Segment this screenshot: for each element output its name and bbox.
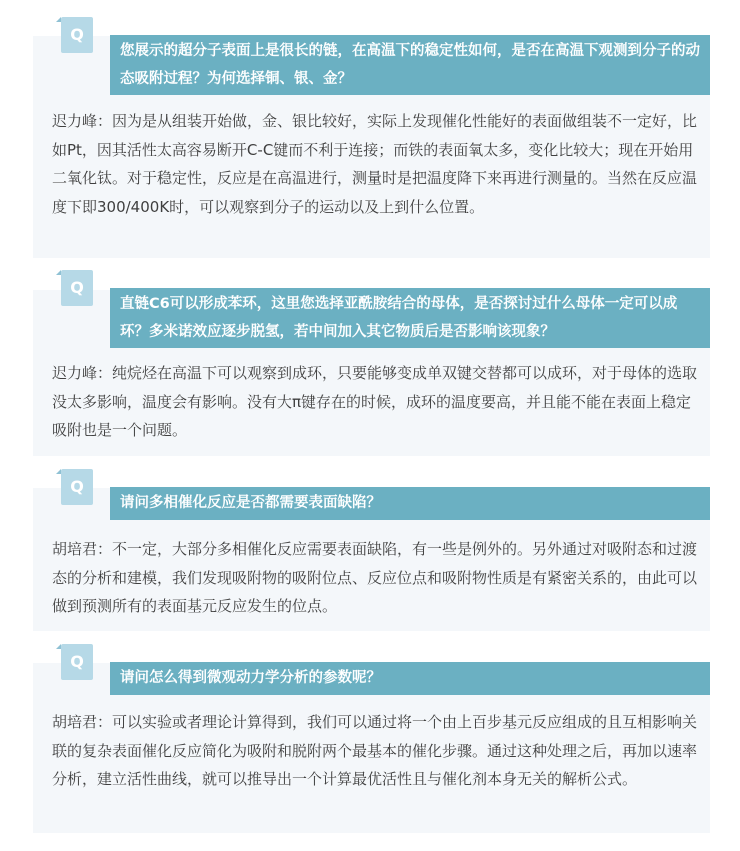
q-badge-4 <box>61 644 93 680</box>
question-text-1: 您展示的超分子表面上是很长的链，在高温下的稳定性如何，是否在高温下观测到分子的动态吸附过程？为何选择铜、银、金？ <box>120 43 700 87</box>
q-icon: Q <box>70 25 84 44</box>
q-icon: Q <box>70 652 84 671</box>
question-2 <box>110 288 710 348</box>
question-4 <box>110 662 710 695</box>
q-icon: Q <box>70 477 84 496</box>
answer-3: 胡培君：不一定，大部分多相催化反应需要表面缺陷，有一些是例外的。另外通过对吸附态和过渡态的分析和建模，我们发现吸附物的吸附位点、反应位点和吸附物性质是有紧密关系的，由此可以做到预测所有的表面基元反应发生的位点。 <box>52 540 698 615</box>
question-3 <box>110 487 710 520</box>
q-icon: Q <box>70 278 84 297</box>
question-text-4: 请问怎么得到微观动力学分析的参数呢？ <box>120 670 381 686</box>
answer-2: 迟力峰：纯烷烃在高温下可以观察到成环，只要能够变成单双键交替都可以成环，对于母体的选取没太多影响，温度会有影响。没有大π键存在的时候，成环的温度要高，并且能不能在表面上稳定吸附也是一个问题。 <box>52 364 698 439</box>
question-1 <box>110 35 710 95</box>
q-badge-3 <box>61 469 93 505</box>
question-text-3: 请问多相催化反应是否都需要表面缺陷？ <box>120 495 381 511</box>
answer-1: 迟力峰：因为是从组装开始做，金、银比较好，实际上发现催化性能好的表面做组装不一定好，比如Pt，因其活性太高容易断开C-C键而不利于连接；而铁的表面氧太多，变化比较大；现在开始用二氧化钛。对于稳定性，反应是在高温进行，测量时是把温度降下来再进行测量的。当然在反应温度下即300/400K时，可以观察到分子的运动以及上到什么位置。 <box>52 112 698 216</box>
q-badge-1 <box>61 17 93 53</box>
answer-4: 胡培君：可以实验或者理论计算得到，我们可以通过将一个由上百步基元反应组成的且互相影响关联的复杂表面催化反应简化为吸附和脱附两个最基本的催化步骤。通过这种处理之后，再加以速率分析，建立活性曲线，就可以推导出一个计算最优活性且与催化剂本身无关的解析公式。 <box>52 713 698 788</box>
question-text-2: 直链C6可以形成苯环，这里您选择亚酰胺结合的母体，是否探讨过什么母体一定可以成环？多米诺效应逐步脱氢，若中间加入其它物质后是否影响该现象？ <box>120 296 678 340</box>
q-badge-2 <box>61 270 93 306</box>
